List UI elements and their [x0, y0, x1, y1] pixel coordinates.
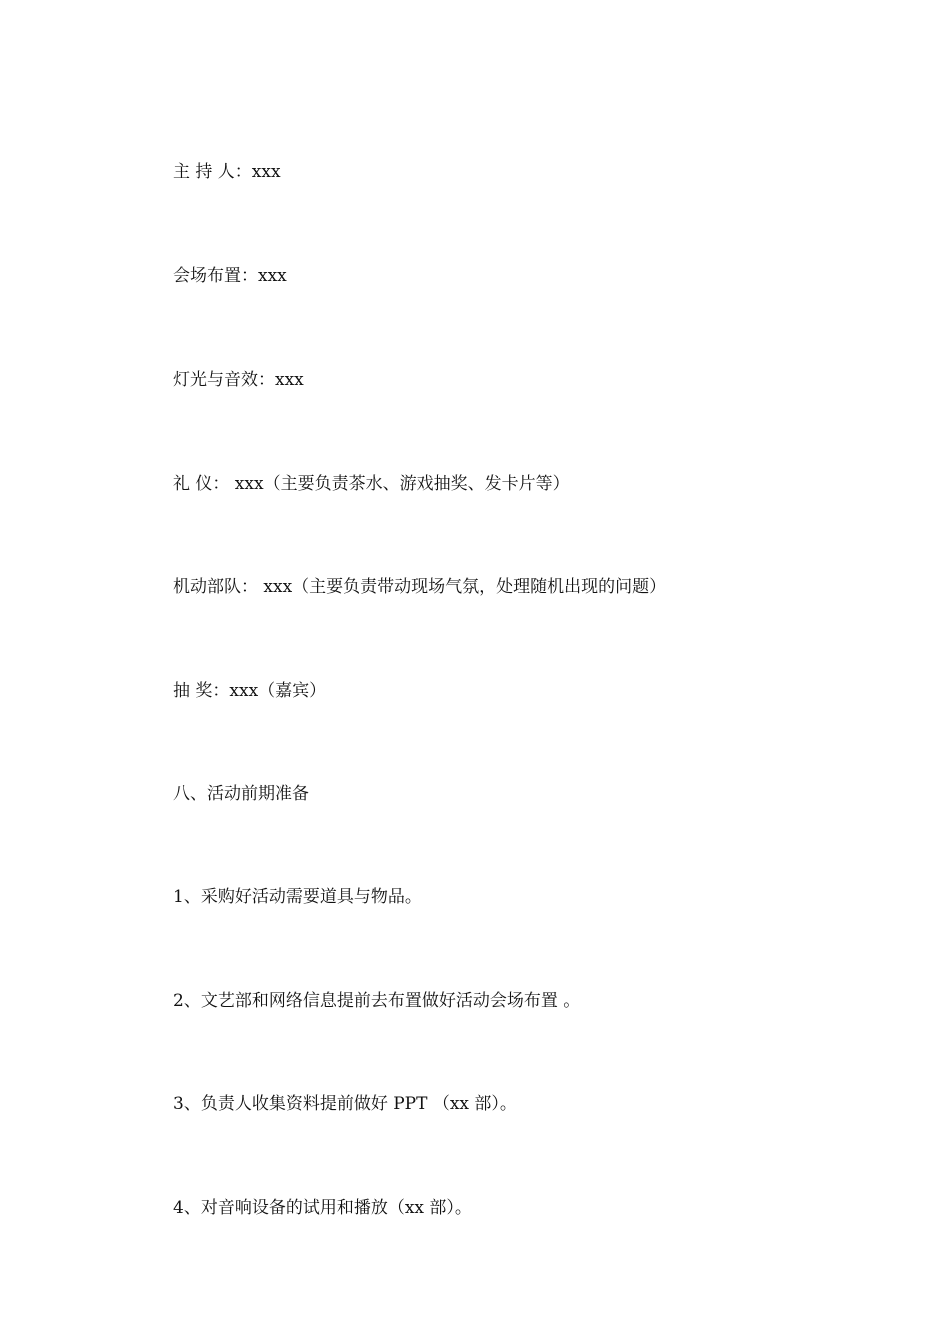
host-line: 主 持 人：xxx — [173, 162, 281, 182]
list-item-2: 2、文艺部和网络信息提前去布置做好活动会场布置 。 — [173, 991, 581, 1011]
list-item-4: 4、对音响设备的试用和播放（xx 部）。 — [173, 1198, 472, 1218]
lighting-sound-line: 灯光与音效：xxx — [173, 370, 304, 390]
venue-setup-line: 会场布置：xxx — [173, 266, 287, 286]
section-heading: 八、活动前期准备 — [173, 784, 309, 804]
list-item-1: 1、采购好活动需要道具与物品。 — [173, 887, 422, 907]
lottery-line: 抽 奖：xxx（嘉宾） — [173, 681, 327, 701]
list-item-3: 3、负责人收集资料提前做好 PPT （xx 部）。 — [173, 1094, 517, 1114]
mobile-team-line: 机动部队： xxx（主要负责带动现场气氛，处理随机出现的问题） — [173, 577, 667, 597]
etiquette-line: 礼 仪： xxx（主要负责茶水、游戏抽奖、发卡片等） — [173, 474, 570, 494]
